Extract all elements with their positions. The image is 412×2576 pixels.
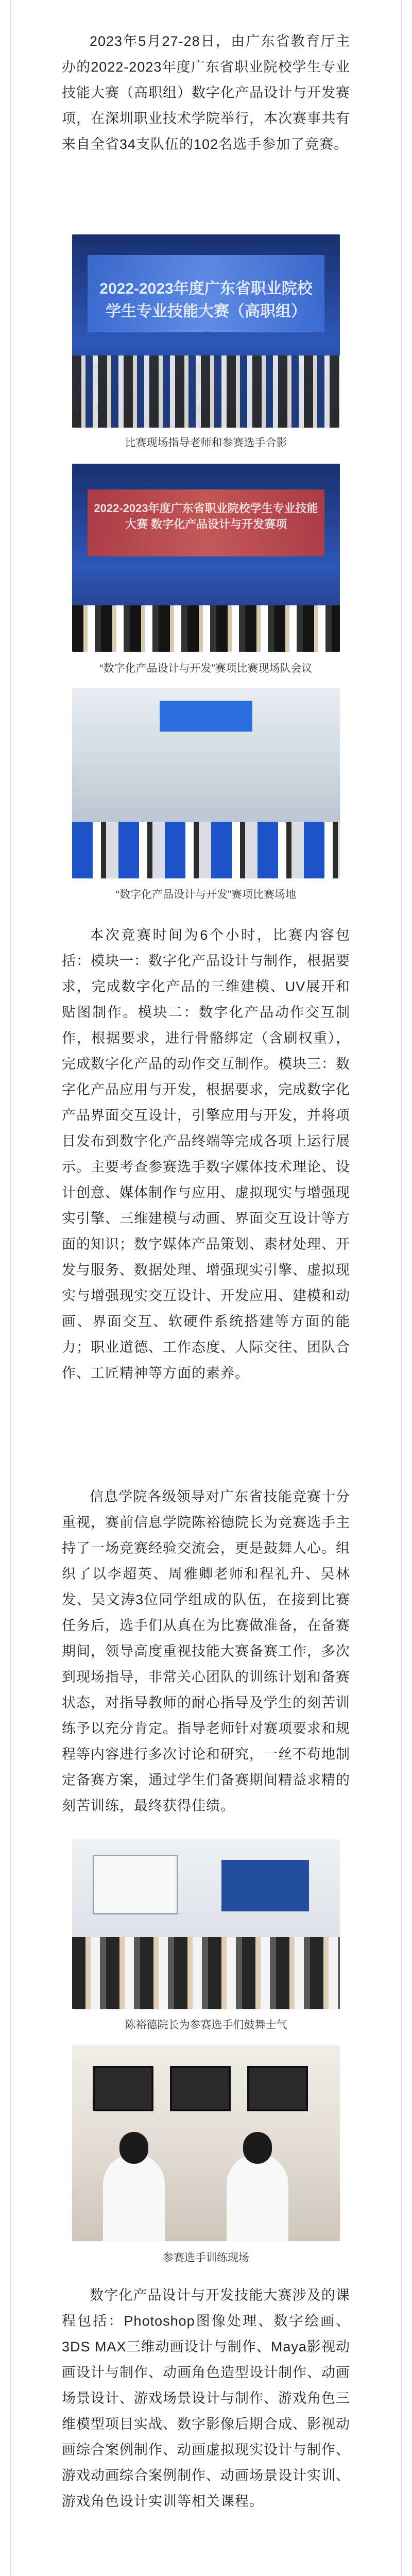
photo-caption: 参赛选手训练现场: [163, 2252, 249, 2264]
photo-caption: “数字化产品设计与开发”赛项比赛场地: [116, 889, 296, 901]
team-meeting-photo: [72, 464, 340, 652]
content-block: [62, 1484, 350, 1819]
photo-caption: 比赛现场指导老师和参赛选手合影: [125, 437, 287, 449]
intro-paragraph: 2023年5月27-28日，由广东省教育厅主办的2022-2023年度广东省职业院校学生专业技能大赛（高职组）数字化产品设计与开发赛项，在深圳职业技术学院举行，本次赛事共有来自全省34支队伍的102名选手参加了竞赛。: [62, 33, 350, 152]
venue-photo: [72, 688, 340, 878]
dean-photo: [72, 1839, 340, 2009]
intro-block: [62, 28, 350, 157]
training-photo: [72, 2045, 340, 2241]
photo-caption: 陈裕德院长为参赛选手们鼓舞士气: [125, 2019, 287, 2031]
competition-content-paragraph: 本次竞赛时间为6个小时，比赛内容包括：模块一：数字化产品设计与制作，根据要求，完成数字化产品的三维建模、UV展开和贴图制作。模块二：数字化产品动作交互制作，根据要求，进行骨骼绑定（含刷权重），完成数字化产品的动作交互制作。模块三：数字化产品应用与开发，根据要求，完成数字化产品界面交互设计，引擎应用与开发，并将项目发布到数字化产品终端等完成各项上运行展示。主要考查参赛选手数字媒体技术理论、设计创意、媒体制作与应用、虚拟现实与增强现实引擎、三维建模与动画、界面交互设计等方面的知识；数字媒体产品策划、素材处理、开发与服务、数据处理、增强现实引擎、虚拟现实与增强现实交互设计、开发应用、建模和动画、界面交互、软硬件系统搭建等方面的能力；职业道德、工作态度、人际交往、团队合作、工匠精神等方面的素养。: [62, 927, 350, 1381]
content-block: [62, 2282, 350, 2514]
photo-banner-text: 2022-2023年度广东省职业院校学生专业技能大赛（高职组）: [99, 280, 313, 320]
photo-caption: “数字化产品设计与开发”赛项比赛现场队会议: [99, 663, 313, 674]
photo-banner-text: 2022-2023年度广东省职业院校学生专业技能大赛 数字化产品设计与开发赛项: [94, 502, 318, 531]
content-block: [62, 922, 350, 1386]
preparation-paragraph: 信息学院各级领导对广东省技能竞赛十分重视，赛前信息学院陈裕德院长为竞赛选手主持了一场竞赛经验交流会，更是鼓舞人心。组织了以李超英、周雅卿老师和程礼升、吴林发、吴文涛3位同学组成的队伍，在接到比赛任务后，选手们从真在为比赛做准备，在备赛期间，领导高度重视技能大赛备赛工作，多次到现场指导，非常关心团队的训练计划和备赛状态，对指导教师的耐心指导及学生的刻苦训练予以充分肯定。指导老师针对赛项要求和规程等内容进行多次讨论和研究，一丝不苟地制定备赛方案，通过学生们备赛期间精益求精的刻苦训练，最终获得佳绩。: [62, 1489, 350, 1814]
courses-paragraph: 数字化产品设计与开发技能大赛涉及的课程包括：Photoshop图像处理、数字绘画、3DS MAX三维动画设计与制作、Maya影视动画设计与制作、动画角色造型设计制作、动画场景设计、游戏场景设计与制作、游戏角色三维模型项目实战、数字影像后期合成、影视动画综合案例制作、动画虚拟现实设计与制作、游戏动画综合案例制作、动画场景设计实训、游戏角色设计实训等相关课程。: [62, 2287, 350, 2509]
group-photo: [72, 234, 340, 428]
